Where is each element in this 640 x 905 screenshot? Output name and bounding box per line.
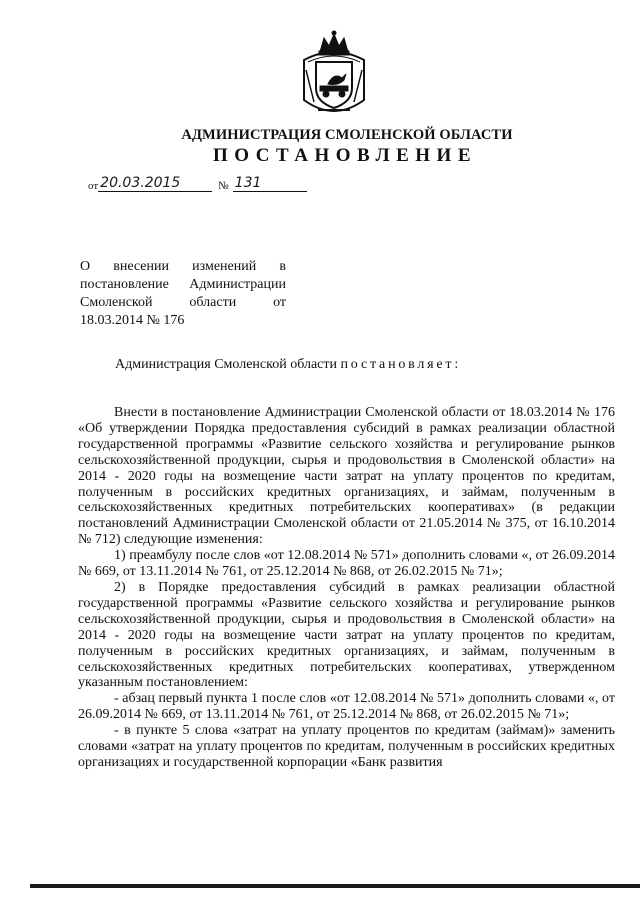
body-paragraph: - абзац первый пункта 1 после слов «от 12.08.2014 № 571» дополнить словами «, от 26.09.2014 № 669, от 13.11.2014 № 761, от 25.12.2014 № 868, от 26.02.2015 № 71»; [78,691,615,723]
bottom-scan-edge [30,884,640,888]
body-paragraph: Внести в постановление Администрации Смоленской области от 18.03.2014 № 176 «Об утверждении Порядка предоставления субсидий в рамках реализации областной государственной программы «Развитие сельского хозяйства и регулирование рынков сельскохозяйственной продукции, сырья и продовольствия в Смоленской области» на 2014 - 2020 годы на возмещение части затрат на уплату процентов по кредитам, полученным в российских кредитных организациях, и займам, полученным в сельскохозяйственных кредитных потребительских кооперативах» (в редакции постановлений Администрации Смоленской области от 21.05.2014 № 375, от 16.10.2014 № 712) следующие изменения: [78,405,615,548]
subject-line: постановление Администрации [80,277,286,292]
organization-name: АДМИНИСТРАЦИЯ СМОЛЕНСКОЙ ОБЛАСТИ [181,127,513,143]
intro-prefix: Администрация Смоленской области [115,357,338,372]
coat-of-arms-emblem [298,30,370,118]
date-prefix: от [88,180,99,192]
document-body [78,405,615,771]
subject-line: 18.03.2014 № 176 [80,313,185,328]
date-number-line [88,176,307,192]
date-value: 20.03.2015 [98,176,212,192]
number-prefix: № [218,180,229,192]
subject-line: Смоленской области от [80,295,286,310]
document-type-title: ПОСТАНОВЛЕНИЕ [212,145,478,166]
resolution-intro [115,357,461,373]
body-paragraph: - в пункте 5 слова «затрат на уплату процентов по кредитам (займам)» заменить словами «затрат на уплату процентов по кредитам, полученным в российских кредитных организациях и государственной корпорации «Банк развития [78,723,615,770]
body-paragraph: 1) преамбулу после слов «от 12.08.2014 № 571» дополнить словами «, от 26.09.2014 № 669, от 13.11.2014 № 761, от 25.12.2014 № 868, от 26.02.2015 № 71»; [78,548,615,580]
document-subject [80,258,286,330]
number-value: 131 [233,176,307,192]
subject-line: О внесении изменений в [80,259,286,274]
intro-verb: постановляет: [340,357,462,372]
body-paragraph: 2) в Порядке предоставления субсидий в рамках реализации областной государственной программы «Развитие сельского хозяйства и регулирование рынков сельскохозяйственной продукции, сырья и продовольствия в Смоленской области» на 2014 - 2020 годы на возмещение части затрат на уплату процентов по кредитам, полученным в российских кредитных организациях, и займам, полученным в сельскохозяйственных кредитных потребительских кооперативах, утвержденном указанным постановлением: [78,579,615,691]
